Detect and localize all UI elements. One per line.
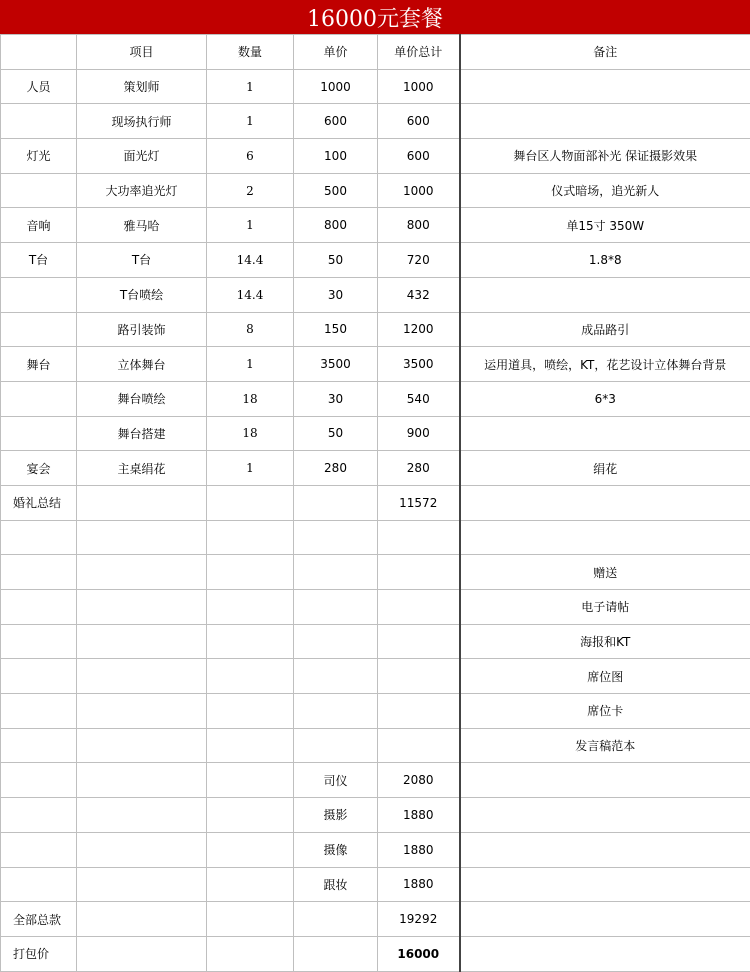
remark-cell — [460, 416, 750, 451]
category-cell: T台 — [1, 243, 77, 278]
item-cell: 立体舞台 — [77, 347, 207, 382]
category-cell: 全部总款 — [1, 902, 77, 937]
table-row — [1, 832, 750, 867]
item-cell — [77, 520, 207, 555]
subtotal-cell: 1880 — [378, 798, 460, 833]
category-cell: 宴会 — [1, 451, 77, 486]
subtotal-cell — [378, 555, 460, 590]
remark-cell: 单15寸 350W — [460, 208, 750, 243]
subtotal-cell — [378, 728, 460, 763]
remark-cell: 发言稿范本 — [460, 728, 750, 763]
unit-price-cell: 500 — [294, 173, 378, 208]
subtotal-cell — [378, 520, 460, 555]
quantity-cell: 18 — [207, 416, 294, 451]
item-cell: T台 — [77, 243, 207, 278]
subtotal-cell: 1880 — [378, 832, 460, 867]
category-cell: 舞台 — [1, 347, 77, 382]
remark-cell: 绢花 — [460, 451, 750, 486]
quantity-cell: 2 — [207, 173, 294, 208]
category-cell — [1, 381, 77, 416]
category-cell — [1, 624, 77, 659]
subtotal-cell — [378, 659, 460, 694]
item-cell: 路引装饰 — [77, 312, 207, 347]
item-cell: T台喷绘 — [77, 277, 207, 312]
subtotal-cell: 16000 — [378, 936, 460, 971]
item-cell — [77, 867, 207, 902]
table-row — [1, 69, 750, 104]
subtotal-cell: 600 — [378, 104, 460, 139]
remark-cell: 运用道具，喷绘，KT，花艺设计立体舞台背景 — [460, 347, 750, 382]
category-cell: 音响 — [1, 208, 77, 243]
quantity-cell: 14.4 — [207, 277, 294, 312]
item-cell — [77, 555, 207, 590]
subtotal-cell — [378, 624, 460, 659]
quantity-cell — [207, 590, 294, 625]
table-row — [1, 416, 750, 451]
remark-cell — [460, 520, 750, 555]
quantity-cell: 8 — [207, 312, 294, 347]
header-row — [1, 35, 750, 70]
item-cell: 面光灯 — [77, 139, 207, 174]
quantity-cell — [207, 867, 294, 902]
quantity-cell — [207, 936, 294, 971]
item-cell — [77, 728, 207, 763]
item-cell — [77, 694, 207, 729]
table-row — [1, 104, 750, 139]
unit-price-cell: 50 — [294, 243, 378, 278]
quantity-cell — [207, 694, 294, 729]
table-row — [1, 347, 750, 382]
item-cell: 策划师 — [77, 69, 207, 104]
table-row — [1, 936, 750, 971]
table-row — [1, 694, 750, 729]
subtotal-cell: 432 — [378, 277, 460, 312]
item-cell — [77, 763, 207, 798]
remark-cell: 电子请帖 — [460, 590, 750, 625]
subtotal-cell: 19292 — [378, 902, 460, 937]
quantity-cell: 1 — [207, 104, 294, 139]
unit-price-cell — [294, 659, 378, 694]
item-cell — [77, 832, 207, 867]
category-cell: 婚礼总结 — [1, 485, 77, 520]
remark-cell — [460, 69, 750, 104]
unit-price-cell — [294, 485, 378, 520]
item-cell: 舞台喷绘 — [77, 381, 207, 416]
category-cell — [1, 659, 77, 694]
table-row — [1, 728, 750, 763]
table-row — [1, 659, 750, 694]
package-title: 16000元套餐 — [0, 0, 750, 34]
subtotal-cell: 1880 — [378, 867, 460, 902]
table-row — [1, 173, 750, 208]
category-cell: 打包价 — [1, 936, 77, 971]
remark-cell: 6*3 — [460, 381, 750, 416]
unit-price-cell — [294, 590, 378, 625]
remark-cell — [460, 902, 750, 937]
category-cell — [1, 867, 77, 902]
header-quantity-cell: 数量 — [207, 35, 294, 70]
remark-cell: 席位卡 — [460, 694, 750, 729]
package-table — [0, 34, 750, 972]
unit-price-cell — [294, 728, 378, 763]
unit-price-cell: 30 — [294, 381, 378, 416]
table-row — [1, 798, 750, 833]
quantity-cell: 1 — [207, 208, 294, 243]
table-row — [1, 451, 750, 486]
quantity-cell: 18 — [207, 381, 294, 416]
category-cell — [1, 520, 77, 555]
remark-cell: 仪式暗场，追光新人 — [460, 173, 750, 208]
unit-price-cell: 1000 — [294, 69, 378, 104]
unit-price-cell — [294, 520, 378, 555]
unit-price-cell: 摄像 — [294, 832, 378, 867]
unit-price-cell — [294, 555, 378, 590]
table-row — [1, 277, 750, 312]
unit-price-cell: 摄影 — [294, 798, 378, 833]
quantity-cell — [207, 555, 294, 590]
remark-cell: 舞台区人物面部补光 保证摄影效果 — [460, 139, 750, 174]
table-row — [1, 520, 750, 555]
table-row — [1, 139, 750, 174]
table-row — [1, 485, 750, 520]
item-cell — [77, 624, 207, 659]
remark-cell: 海报和KT — [460, 624, 750, 659]
header-unit-price-cell: 单价 — [294, 35, 378, 70]
item-cell: 雅马哈 — [77, 208, 207, 243]
subtotal-cell: 280 — [378, 451, 460, 486]
remark-cell — [460, 832, 750, 867]
category-cell — [1, 798, 77, 833]
unit-price-cell — [294, 624, 378, 659]
remark-cell: 成品路引 — [460, 312, 750, 347]
subtotal-cell: 800 — [378, 208, 460, 243]
category-cell — [1, 555, 77, 590]
subtotal-cell: 900 — [378, 416, 460, 451]
item-cell — [77, 798, 207, 833]
subtotal-cell: 11572 — [378, 485, 460, 520]
table-row — [1, 763, 750, 798]
subtotal-cell: 1000 — [378, 173, 460, 208]
item-cell: 大功率追光灯 — [77, 173, 207, 208]
quantity-cell — [207, 659, 294, 694]
table-row — [1, 208, 750, 243]
category-cell — [1, 694, 77, 729]
unit-price-cell: 30 — [294, 277, 378, 312]
subtotal-cell: 540 — [378, 381, 460, 416]
header-subtotal-cell: 单价总计 — [378, 35, 460, 70]
quantity-cell: 1 — [207, 69, 294, 104]
category-cell: 人员 — [1, 69, 77, 104]
category-cell — [1, 277, 77, 312]
category-cell — [1, 832, 77, 867]
quantity-cell: 1 — [207, 451, 294, 486]
category-cell — [1, 416, 77, 451]
table-row — [1, 590, 750, 625]
category-cell — [1, 312, 77, 347]
item-cell: 舞台搭建 — [77, 416, 207, 451]
remark-cell — [460, 798, 750, 833]
subtotal-cell: 600 — [378, 139, 460, 174]
table-row — [1, 381, 750, 416]
table-row — [1, 902, 750, 937]
unit-price-cell: 50 — [294, 416, 378, 451]
unit-price-cell — [294, 694, 378, 729]
quantity-cell — [207, 728, 294, 763]
subtotal-cell: 1000 — [378, 69, 460, 104]
item-cell — [77, 590, 207, 625]
remark-cell: 席位图 — [460, 659, 750, 694]
header-category-cell — [1, 35, 77, 70]
category-cell — [1, 590, 77, 625]
category-cell — [1, 728, 77, 763]
category-cell: 灯光 — [1, 139, 77, 174]
category-cell — [1, 104, 77, 139]
unit-price-cell: 800 — [294, 208, 378, 243]
remark-cell: 赠送 — [460, 555, 750, 590]
table-row — [1, 312, 750, 347]
remark-cell — [460, 867, 750, 902]
quantity-cell — [207, 485, 294, 520]
quantity-cell — [207, 520, 294, 555]
unit-price-cell: 600 — [294, 104, 378, 139]
category-cell — [1, 763, 77, 798]
unit-price-cell — [294, 902, 378, 937]
subtotal-cell — [378, 590, 460, 625]
remark-cell — [460, 277, 750, 312]
item-cell: 现场执行师 — [77, 104, 207, 139]
remark-cell: 1.8*8 — [460, 243, 750, 278]
table-row — [1, 243, 750, 278]
header-item-cell: 项目 — [77, 35, 207, 70]
remark-cell — [460, 936, 750, 971]
unit-price-cell: 150 — [294, 312, 378, 347]
quantity-cell — [207, 624, 294, 659]
header-remark-cell: 备注 — [460, 35, 750, 70]
quantity-cell: 1 — [207, 347, 294, 382]
item-cell — [77, 936, 207, 971]
remark-cell — [460, 485, 750, 520]
subtotal-cell: 2080 — [378, 763, 460, 798]
subtotal-cell: 720 — [378, 243, 460, 278]
remark-cell — [460, 763, 750, 798]
quantity-cell: 6 — [207, 139, 294, 174]
subtotal-cell — [378, 694, 460, 729]
unit-price-cell: 司仪 — [294, 763, 378, 798]
remark-cell — [460, 104, 750, 139]
quantity-cell — [207, 832, 294, 867]
table-row — [1, 624, 750, 659]
subtotal-cell: 3500 — [378, 347, 460, 382]
item-cell: 主桌绢花 — [77, 451, 207, 486]
table-row — [1, 555, 750, 590]
unit-price-cell: 跟妆 — [294, 867, 378, 902]
item-cell — [77, 485, 207, 520]
category-cell — [1, 173, 77, 208]
subtotal-cell: 1200 — [378, 312, 460, 347]
quantity-cell — [207, 902, 294, 937]
item-cell — [77, 659, 207, 694]
table-row — [1, 867, 750, 902]
quantity-cell — [207, 763, 294, 798]
unit-price-cell — [294, 936, 378, 971]
quantity-cell — [207, 798, 294, 833]
item-cell — [77, 902, 207, 937]
unit-price-cell: 100 — [294, 139, 378, 174]
quantity-cell: 14.4 — [207, 243, 294, 278]
unit-price-cell: 280 — [294, 451, 378, 486]
unit-price-cell: 3500 — [294, 347, 378, 382]
